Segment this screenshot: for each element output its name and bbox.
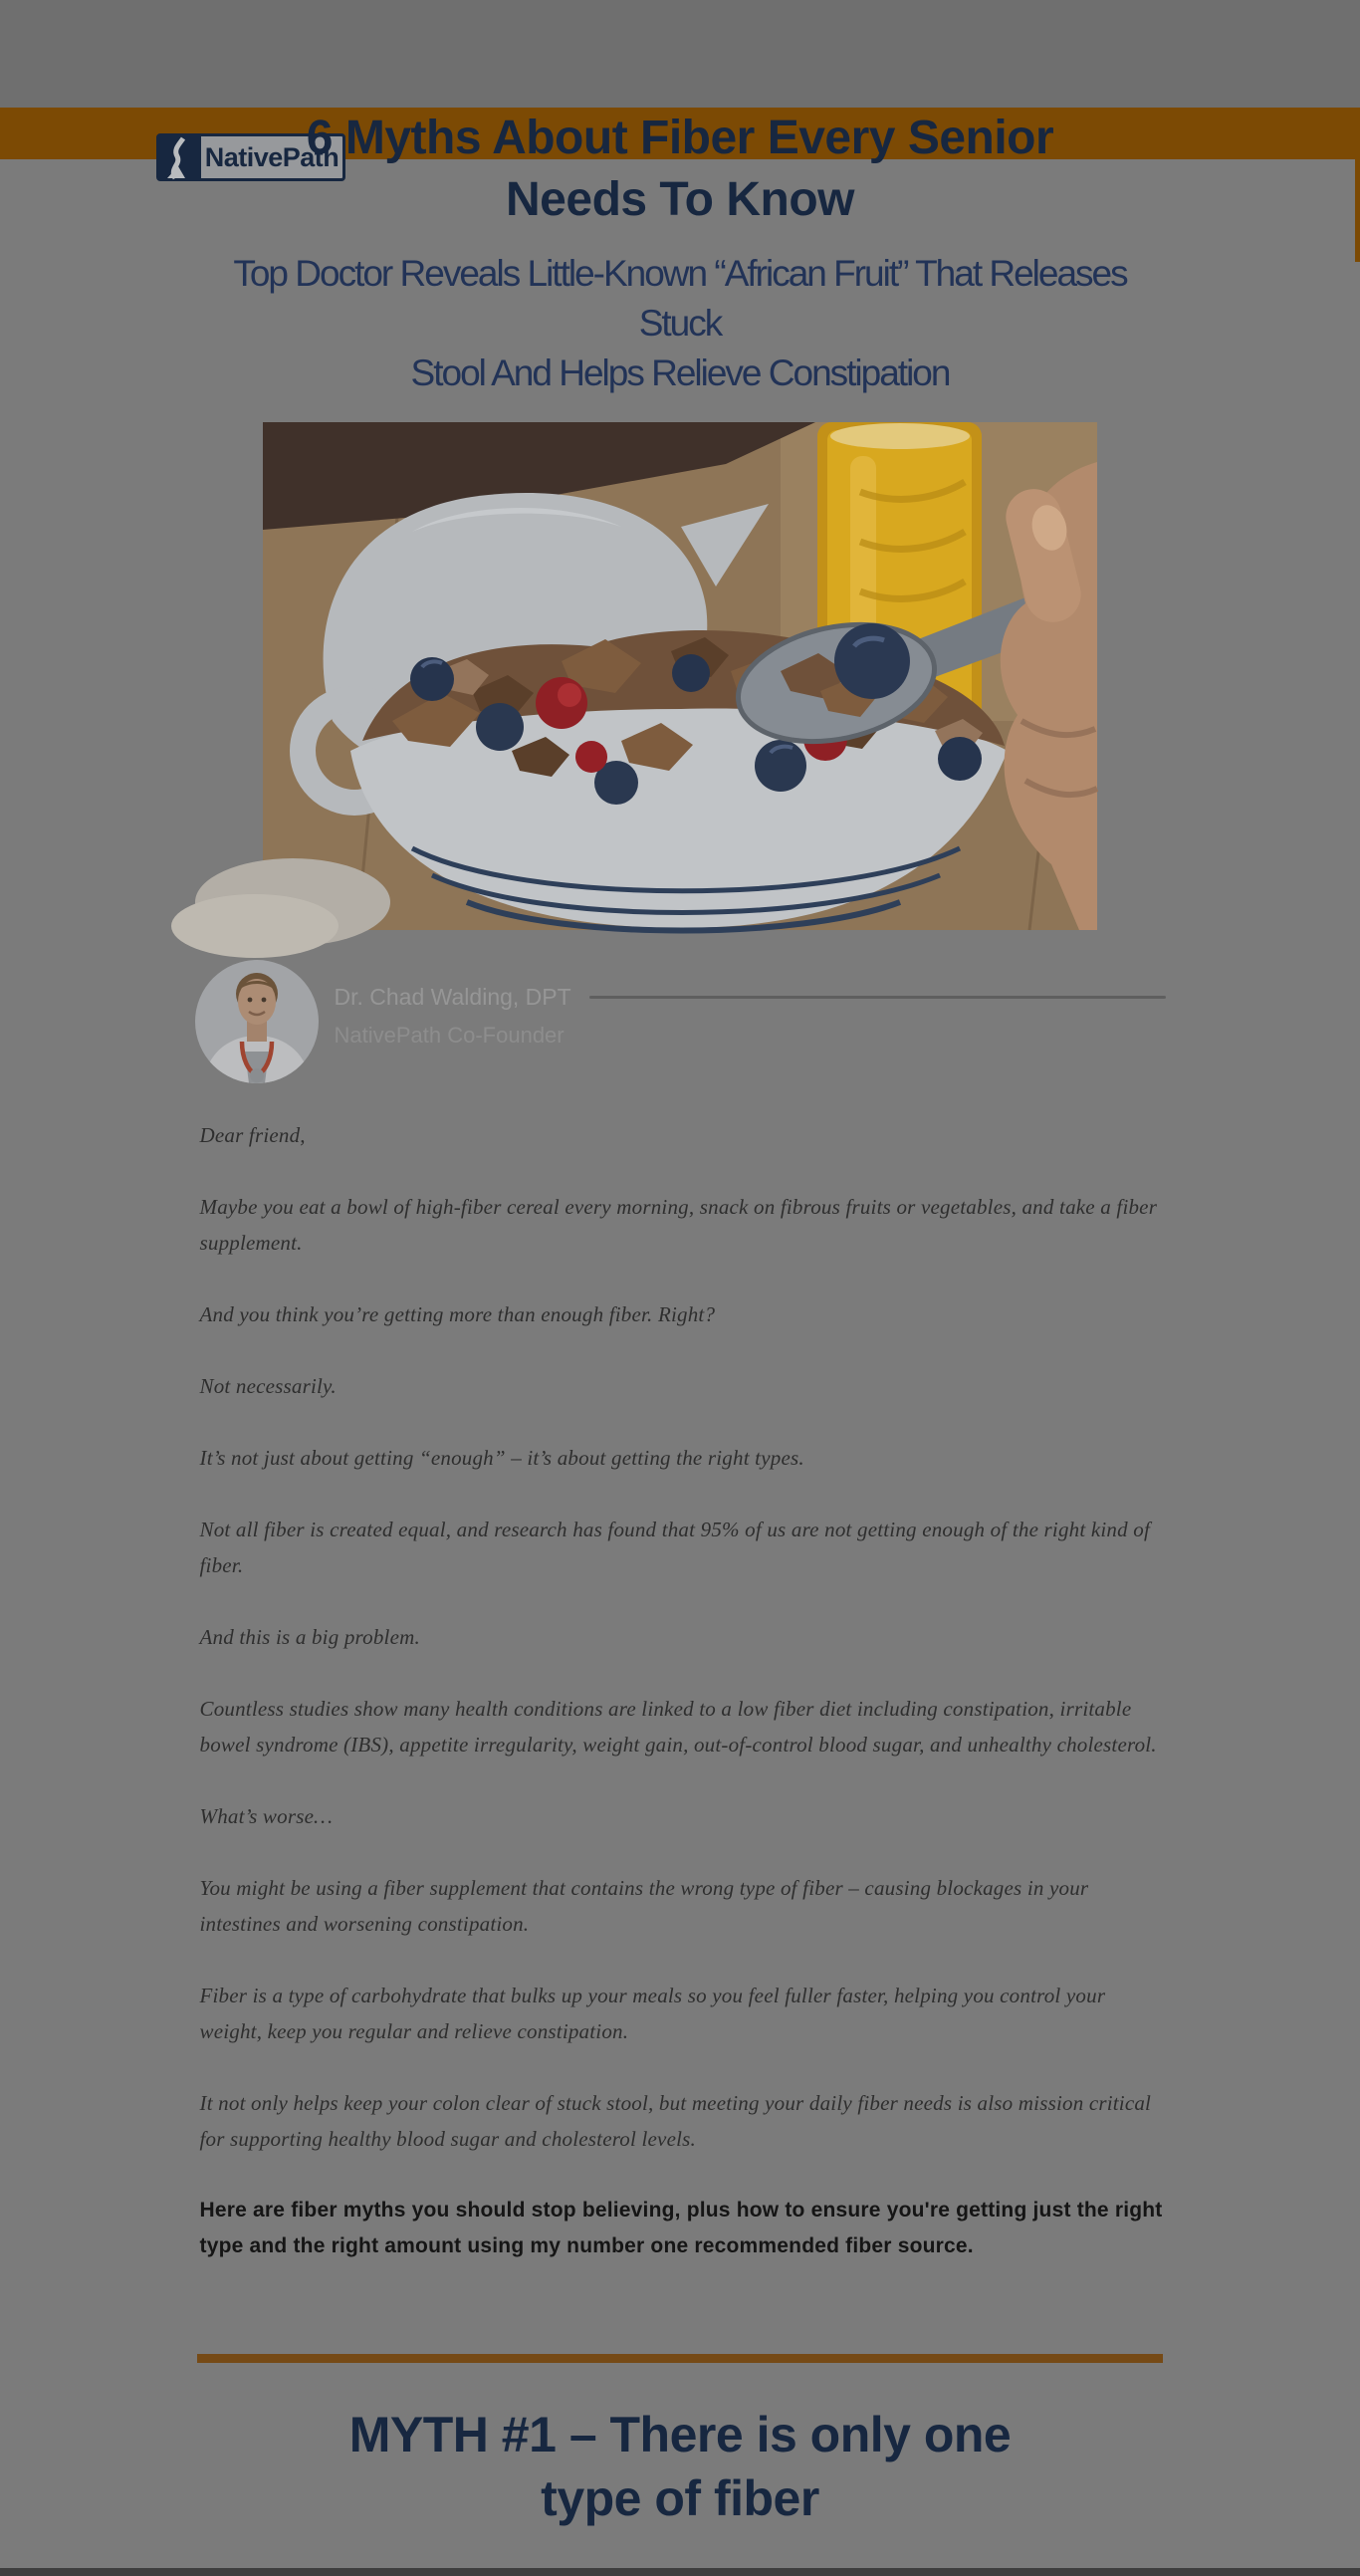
article-paragraph: And this is a big problem. bbox=[199, 1625, 420, 1649]
article-paragraph: Not all fiber is created equal, and research has found that 95% of us are not getting enough of the right kind of fiber. bbox=[199, 1518, 1150, 1577]
article-paragraphs bbox=[200, 1117, 1166, 2157]
page-subtitle bbox=[195, 249, 1166, 398]
author-name: Dr. Chad Walding, DPT bbox=[334, 984, 571, 1010]
page-subtitle-line1: Top Doctor Reveals Little-Known “African Fruit” That Releases Stuck bbox=[233, 253, 1127, 344]
next-section-edge bbox=[0, 2568, 1360, 2576]
article-body bbox=[195, 1117, 1166, 2264]
article-paragraph: Dear friend, bbox=[199, 1123, 306, 1147]
content-column bbox=[195, 108, 1166, 2264]
section-divider bbox=[197, 2354, 1163, 2363]
article-paragraph: It’s not just about getting “enough” – it’s about getting the right types. bbox=[199, 1446, 804, 1470]
article-paragraph: You might be using a fiber supplement that contains the wrong type of fiber – causing blockages in your intestines and worsening constipation. bbox=[199, 1876, 1089, 1936]
author-block bbox=[195, 960, 1166, 1083]
myth-1-heading-line2: type of fiber bbox=[541, 2470, 819, 2526]
article-paragraph: Countless studies show many health conditions are linked to a low fiber diet including constipation, irritable bowel syndrome (IBS), appetite irregularity, weight gain, out-of-control blood sugar, and unhealthy cholesterol. bbox=[199, 1697, 1157, 1756]
page-title-line2: Needs To Know bbox=[506, 173, 854, 226]
author-avatar bbox=[195, 960, 319, 1083]
page-title bbox=[195, 108, 1166, 231]
page-title-line1: 6 Myths About Fiber Every Senior bbox=[306, 112, 1054, 164]
article-paragraph: Maybe you eat a bowl of high-fiber cereal every morning, snack on fibrous fruits or vegetables, and take a fiber supplement. bbox=[199, 1195, 1158, 1255]
myth-1-heading-line1: MYTH #1 – There is only one bbox=[348, 2407, 1012, 2462]
article-paragraph: What’s worse… bbox=[199, 1804, 333, 1828]
article-paragraph: And you think you’re getting more than enough fiber. Right? bbox=[199, 1302, 716, 1326]
page-subtitle-line2: Stool And Helps Relieve Constipation bbox=[410, 352, 950, 393]
article-paragraph: Not necessarily. bbox=[199, 1374, 337, 1398]
myth-1-heading bbox=[0, 2403, 1360, 2530]
author-divider-line bbox=[589, 996, 1166, 999]
article-emphasis-paragraph: Here are fiber myths you should stop believing, plus how to ensure you're getting just the right type and the right amount using my number one recommended fiber source. bbox=[199, 2199, 1163, 2257]
article-paragraph: Fiber is a type of carbohydrate that bulks up your meals so you feel fuller faster, helping you control your weight, keep you regular and relieve constipation. bbox=[199, 1984, 1106, 2043]
cloth bbox=[171, 858, 390, 958]
author-role: NativePath Co-Founder bbox=[334, 1023, 565, 1048]
scrollbar-accent bbox=[1355, 108, 1360, 262]
article-paragraph: It not only helps keep your colon clear of stuck stool, but meeting your daily fiber needs is also mission critical for supporting healthy blood sugar and cholesterol levels. bbox=[199, 2091, 1152, 2151]
logo-wordmark: NativePath bbox=[204, 141, 340, 172]
hero-image bbox=[263, 422, 1097, 930]
advertorial-page bbox=[0, 108, 1360, 2576]
